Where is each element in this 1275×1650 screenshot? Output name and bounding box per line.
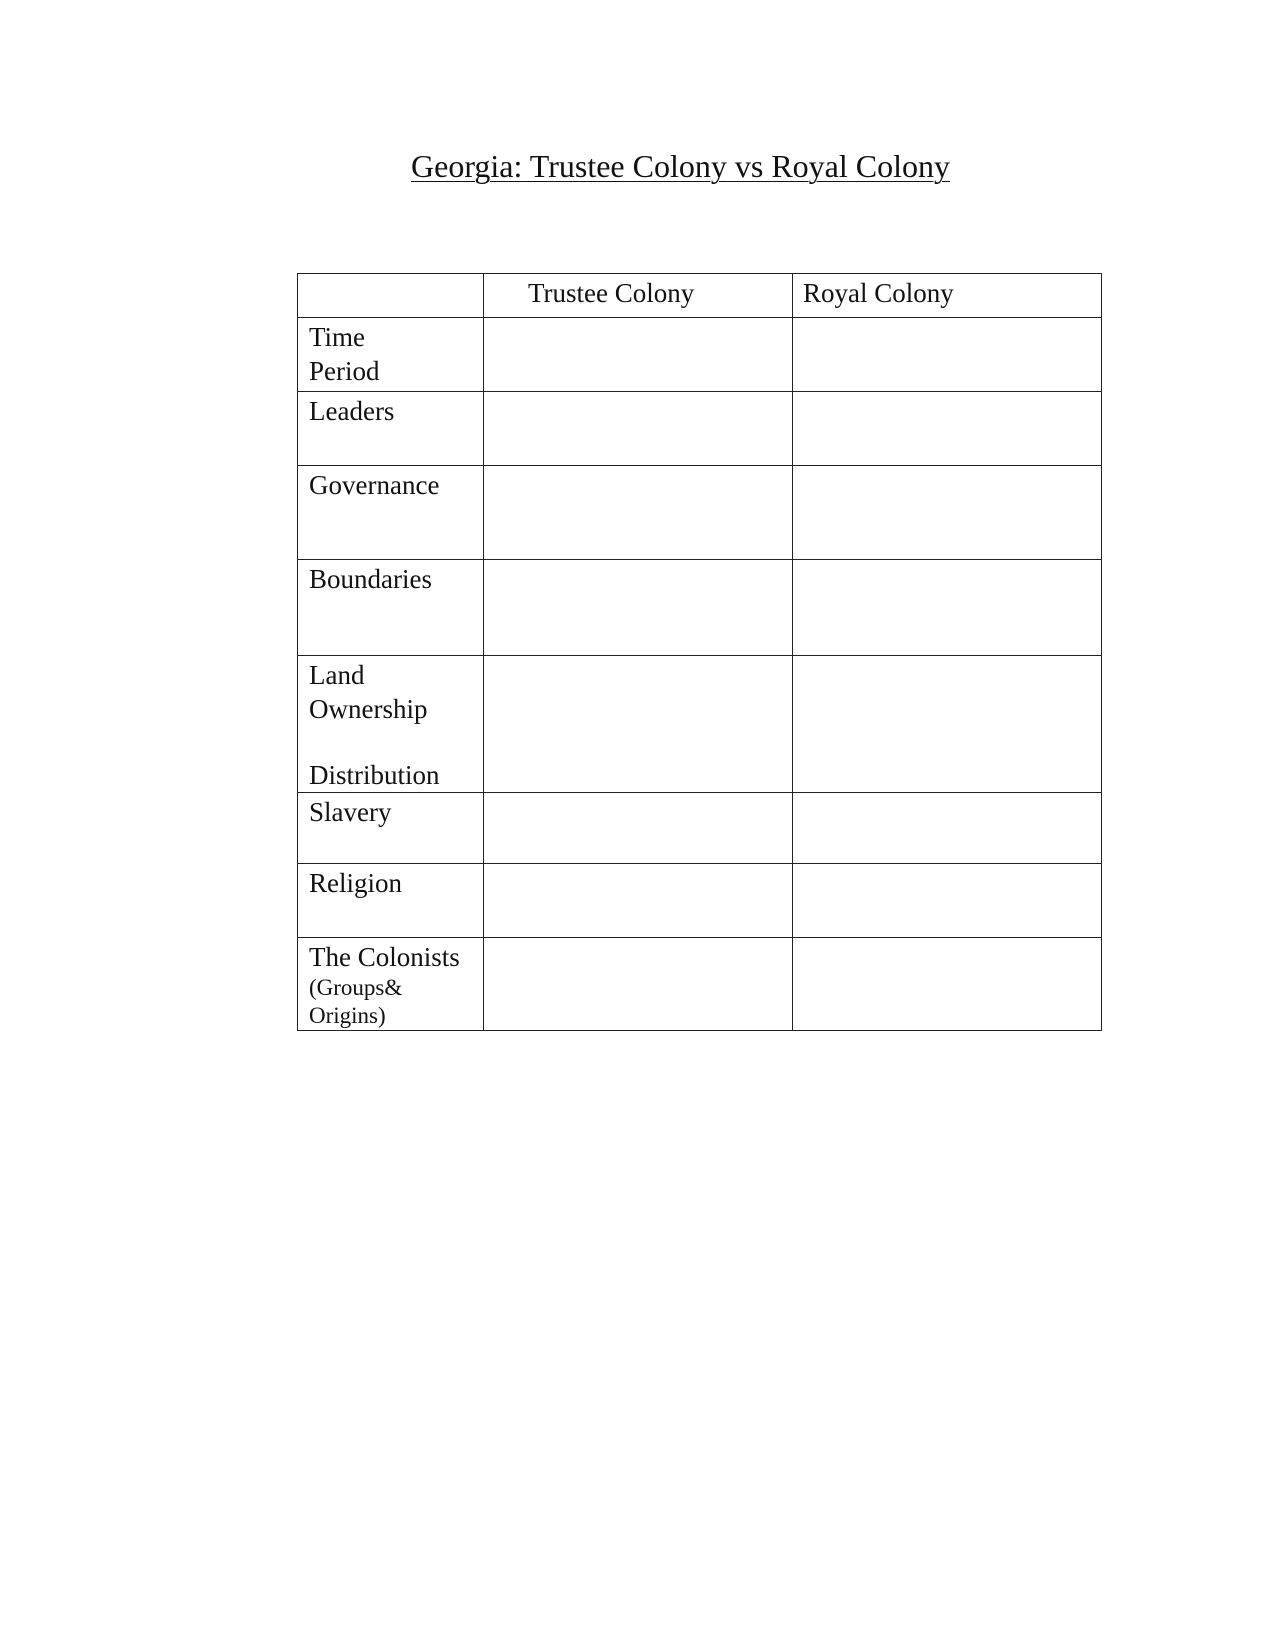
answer-cell-trustee-leaders[interactable] [484,392,793,466]
row-label-line: Religion [309,868,402,898]
table-row-boundaries [298,560,1102,656]
row-label-leaders [298,392,484,466]
answer-cell-royal-boundaries[interactable] [793,560,1102,656]
table-row-land-ownership [298,656,1102,793]
table-row-leaders [298,392,1102,466]
row-label-governance [298,466,484,560]
answer-cell-trustee-religion[interactable] [484,864,793,938]
corner-cell [298,274,484,318]
row-label-line: Time [309,322,366,352]
row-label-slavery [298,793,484,864]
table-row-slavery [298,793,1102,864]
row-label-land-ownership [298,656,484,793]
answer-cell-royal-leaders[interactable] [793,392,1102,466]
answer-cell-royal-slavery[interactable] [793,793,1102,864]
row-label-line: The Colonists [309,942,460,972]
row-label-line: Ownership [309,694,428,724]
column-header-trustee-colony: Trustee Colony [484,274,793,318]
row-label-colonists [298,938,484,1031]
column-header-royal-colony: Royal Colony [793,274,1102,318]
row-label-line: Leaders [309,396,395,426]
answer-cell-trustee-land-ownership[interactable] [484,656,793,793]
row-label-line: Governance [309,470,440,500]
page-title: Georgia: Trustee Colony vs Royal Colony [411,148,950,184]
row-label-line: (Groups& [309,975,403,1000]
row-label-line: Boundaries [309,564,432,594]
answer-cell-trustee-boundaries[interactable] [484,560,793,656]
row-label-time-period [298,318,484,392]
row-label-religion [298,864,484,938]
table-row-time-period [298,318,1102,392]
comparison-table [297,273,1102,1031]
answer-cell-trustee-slavery[interactable] [484,793,793,864]
answer-cell-trustee-governance[interactable] [484,466,793,560]
answer-cell-royal-governance[interactable] [793,466,1102,560]
table-row-governance [298,466,1102,560]
answer-cell-trustee-time-period[interactable] [484,318,793,392]
row-label-line: Period [309,356,380,386]
row-label-boundaries [298,560,484,656]
answer-cell-royal-time-period[interactable] [793,318,1102,392]
row-label-line: Distribution [309,760,440,790]
table-row-colonists [298,938,1102,1031]
row-label-line: Slavery [309,797,392,827]
line-spacer [309,726,483,758]
answer-cell-trustee-colonists[interactable] [484,938,793,1031]
row-label-line: Origins) [309,1003,386,1028]
row-label-line: Land [309,660,365,690]
table-row-religion [298,864,1102,938]
answer-cell-royal-land-ownership[interactable] [793,656,1102,793]
table-header-row [298,274,1102,318]
answer-cell-royal-colonists[interactable] [793,938,1102,1031]
answer-cell-royal-religion[interactable] [793,864,1102,938]
